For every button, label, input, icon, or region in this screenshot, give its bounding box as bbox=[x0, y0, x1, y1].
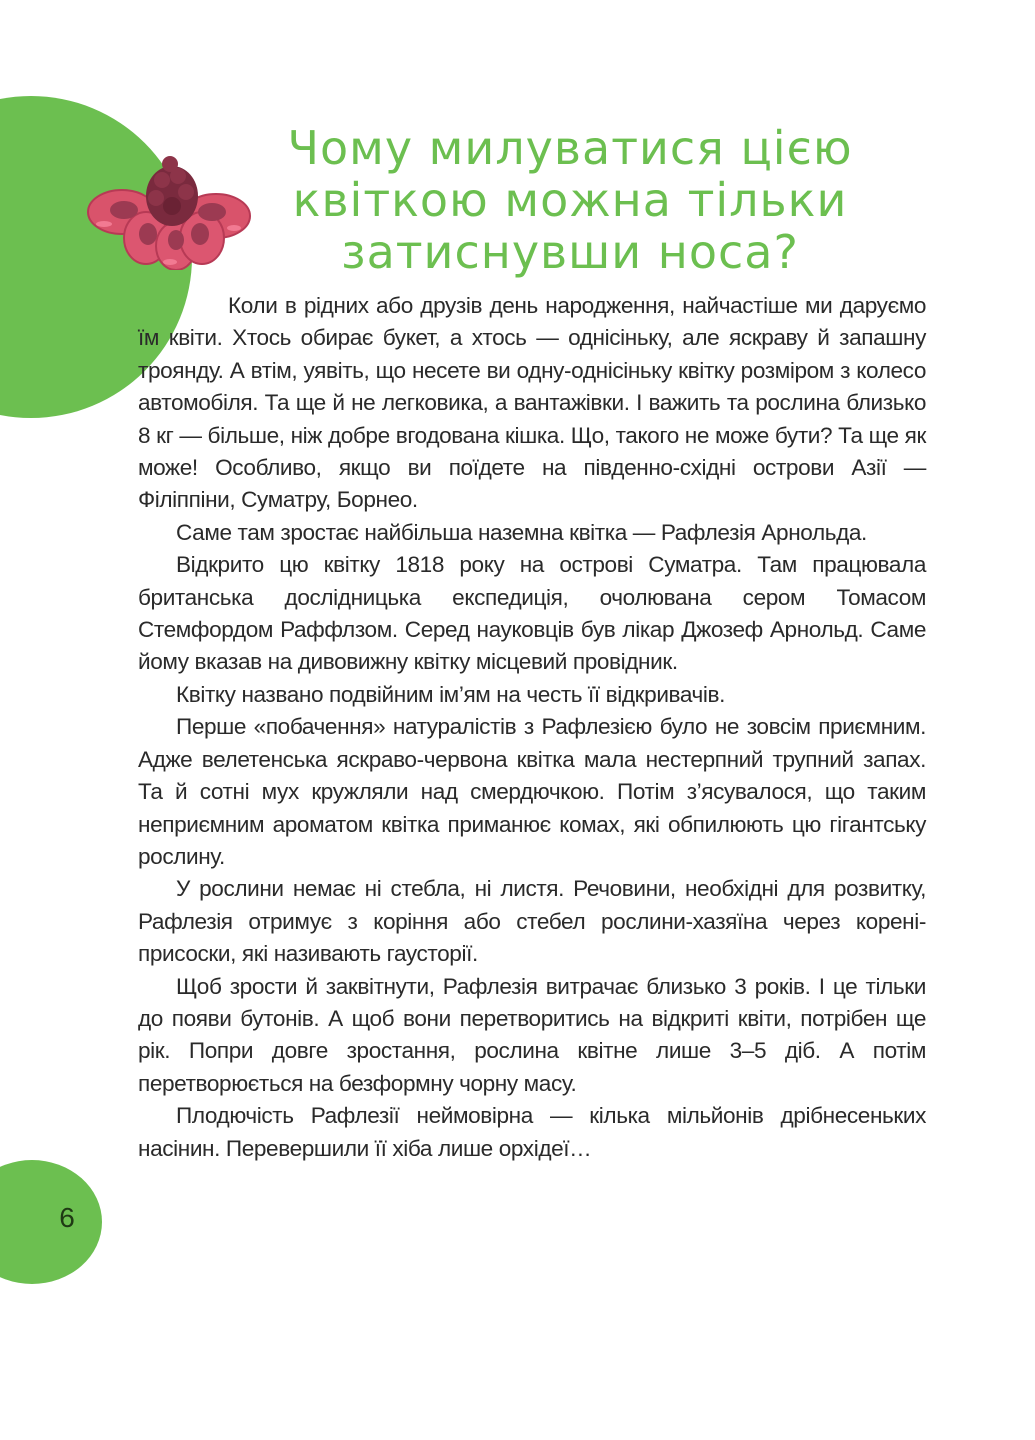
title-line: Чому милуватися цією bbox=[287, 121, 853, 175]
page-number: 6 bbox=[59, 1202, 75, 1233]
paragraph: Саме там зростає найбільша наземна квітка — Рафлезія Арнольда. bbox=[176, 519, 867, 545]
paragraph: Щоб зрости й заквітнути, Рафлезія витрачає близько 3 років. І це тільки до появи бутонів. А щоб вони перетворитись на відкриті квіти, потрібен ще рік. Попри довге зростання, рослина квітне лише 3–5 діб. А потім перетворюється на безформну чорну масу. bbox=[138, 973, 926, 1096]
page-title bbox=[270, 122, 870, 278]
article-body bbox=[138, 290, 926, 1165]
paragraph: У рослини немає ні стебла, ні листя. Речовини, необхідні для розвитку, Рафлезія отримує з коріння або стебел рослини-хазяїна через корені-присоски, які називають гаусторії. bbox=[138, 876, 926, 967]
paragraph: Перше «побачення» натуралістів з Рафлезією було не зовсім приємним. Адже велетенська яскраво-червона квітка мала нестерпний трупний запах. Та й сотні мух кружляли над смердючкою. Потім з’ясувалося, що таким неприємним ароматом квітка приманює комах, які обпилюють цю гігантську рослину. bbox=[138, 714, 926, 869]
paragraph: Коли в рідних або друзів день народження, найчастіше ми даруємо їм квіти. Хтось обирає букет, а хтось — однісіньку, але яскраву й запашну троянду. А втім, уявіть, що несете ви одну-однісіньку квітку розміром з колесо автомобіля. Та ще й не легковика, а вантажівки. І важить та рослина близько 8 кг — більше, ніж добре вгодована кішка. Що, такого не може бути? Та ще як може! Особливо, якщо ви поїдете на південно-східні острови Азії — Філіппіни, Суматру, Борнео. bbox=[138, 293, 926, 513]
paragraph: Відкрито цю квітку 1818 року на острові Суматра. Там працювала британська дослідницька експедиція, очолювана сером Томасом Стемфордом Раффлзом. Серед науковців був лікар Джозеф Арнольд. Саме йому вказав на дивовижну квітку місцевий провідник. bbox=[138, 552, 926, 675]
rafflesia-flower-icon bbox=[84, 150, 254, 270]
paragraph: Плодючість Рафлезії неймовірна — кілька мільйонів дрібнесеньких насінин. Перевершили її хіба лише орхідеї… bbox=[138, 1103, 926, 1161]
paragraph: Квітку названо подвійним ім’ям на честь її відкривачів. bbox=[176, 681, 726, 707]
page-number-circle bbox=[0, 1160, 102, 1284]
title-line: квіткою можна тільки bbox=[292, 173, 848, 227]
title-line: затиснувши носа? bbox=[341, 225, 799, 279]
